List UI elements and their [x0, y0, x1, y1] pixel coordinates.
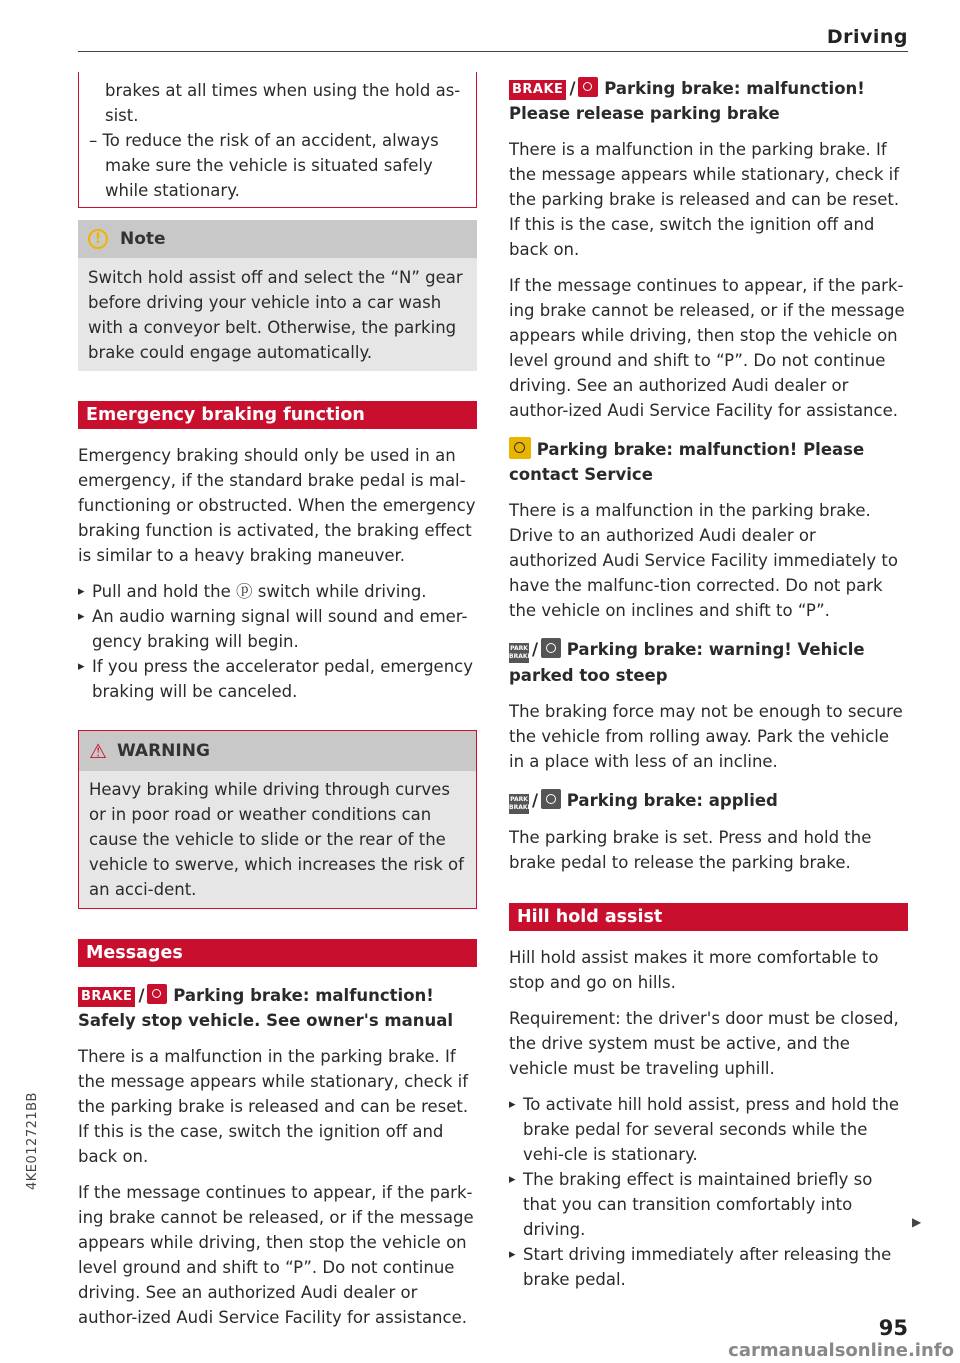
page-section-title: Driving: [826, 26, 908, 48]
hill-step: ▸ To activate hill hold assist, press and hold the brake pedal for several seconds while the vehi-cle is stationary.: [509, 1092, 908, 1167]
message-4-text: The braking force may not be enough to secure the vehicle from rolling away. Park the vehicle in a place with less of an incline.: [509, 702, 903, 771]
emergency-step: ▸ If you press the accelerator pedal, emergency braking will be canceled.: [78, 654, 477, 704]
warning-box: [78, 730, 477, 909]
brake-warning-icon: BRAKE: [78, 987, 135, 1007]
warning-text: Heavy braking while driving through curves or in poor road or weather conditions can cause the vehicle to slide or the rear of the vehicle to swerve, which increases the risk of an acci-dent.: [89, 780, 464, 899]
section-heading-messages: Messages: [78, 939, 477, 967]
hill-requirement: Requirement: the driver's door must be closed, the drive system must be active, and the vehicle must be traveling uphill.: [509, 1009, 899, 1078]
header-divider: [78, 51, 908, 52]
message-5-text: The parking brake is set. Press and hold the brake pedal to release the parking brake.: [509, 828, 872, 872]
continued-line: sist.: [105, 106, 139, 125]
note-box: [78, 220, 477, 371]
message-title-5: PARK BRAKE/ Parking brake: applied: [509, 788, 908, 814]
message-3-text: There is a malfunction in the parking brake. Drive to an authorized Audi dealer or authorized Audi Service Facility immediately to have the malfunc-tion corrected. Do not park the vehicle on inclines and shift to “P”.: [509, 501, 898, 620]
parking-brake-red-icon: [147, 984, 167, 1004]
hill-step: ▸ The braking effect is maintained briefly so that you can transition comfortably into driving.: [509, 1167, 908, 1242]
message-title-4: PARK BRAKE/ Parking brake: warning! Vehicle parked too steep: [509, 640, 865, 685]
note-header: [78, 220, 477, 258]
park-brake-badge-icon: PARK BRAKE: [509, 794, 529, 814]
park-brake-badge-icon: PARK BRAKE: [509, 643, 529, 663]
continued-line: brakes at all times when using the hold as-: [105, 81, 461, 100]
emergency-intro: Emergency braking should only be used in an emergency, if the standard brake pedal is mal-functioning or obstructed. When the emergency braking function is activated, the braking effect is similar to a heavy braking maneuver.: [78, 446, 476, 565]
continue-arrow-icon: ▶: [912, 1215, 922, 1229]
warning-header: [79, 731, 476, 771]
hill-step: ▸ Start driving immediately after releasing the brake pedal.: [509, 1242, 908, 1292]
section-heading-emergency: Emergency braking function: [78, 401, 477, 429]
note-text: Switch hold assist off and select the “N” gear before driving your vehicle into a car wash with a conveyor belt. Otherwise, the parking brake could engage automatically.: [88, 268, 463, 362]
continued-line: make sure the vehicle is situated safely: [105, 156, 433, 175]
right-column: [509, 72, 908, 1292]
emergency-step: ▸ An audio warning signal will sound and emer-gency braking will begin.: [78, 604, 477, 654]
message-title-3: Parking brake: malfunction! Please contact Service: [509, 437, 908, 487]
continued-line: – To reduce the risk of an accident, always: [89, 131, 439, 150]
warning-triangle-icon: ⚠: [89, 739, 107, 763]
page-number: 95: [878, 1316, 908, 1340]
watermark: carmanualsonline.info: [728, 1340, 954, 1361]
parking-brake-gray-icon: [541, 638, 561, 658]
parking-brake-yellow-icon: [509, 437, 531, 459]
message-title-2: BRAKE / Parking brake: malfunction! Please release parking brake: [509, 79, 865, 123]
parking-brake-gray-icon: [541, 789, 561, 809]
section-heading-hill-hold: Hill hold assist: [509, 903, 908, 931]
continued-line: while stationary.: [105, 181, 240, 200]
exclamation-circle-icon: !: [88, 229, 108, 249]
continued-warning-box: [78, 72, 477, 208]
message-2-text: There is a malfunction in the parking brake. If the message appears while stationary, check if the parking brake is released and can be reset. If this is the case, switch the ignition off and back on.: [509, 140, 900, 259]
hill-intro: Hill hold assist makes it more comfortable to stop and go on hills.: [509, 948, 879, 992]
emergency-step: ▸ Pull and hold the ⓟ switch while driving.: [78, 579, 477, 604]
left-column: [78, 72, 477, 1330]
warning-title: WARNING: [116, 741, 210, 761]
note-title: Note: [120, 229, 166, 249]
message-2-text: If the message continues to appear, if the park-ing brake cannot be released, or if the message appears while driving, then stop the vehicle on level ground and shift to “P”. Do not continue driving. See an authorized Audi dealer or author-ized Audi Service Facility for assistance.: [509, 276, 905, 420]
parking-brake-red-icon: [578, 77, 598, 97]
message-title-1: BRAKE / Parking brake: malfunction! Safely stop vehicle. See owner's manual: [78, 986, 454, 1030]
message-1-text: If the message continues to appear, if the park-ing brake cannot be released, or if the message appears while driving, then stop the vehicle on level ground and shift to “P”. Do not continue driving. See an authorized Audi dealer or author-ized Audi Service Facility for assistance.: [78, 1183, 474, 1327]
document-code: 4KE012721BB: [25, 1092, 40, 1190]
message-1-text: There is a malfunction in the parking brake. If the message appears while stationary, check if the parking brake is released and can be reset. If this is the case, switch the ignition off and back on.: [78, 1047, 469, 1166]
brake-warning-icon: BRAKE: [509, 80, 566, 100]
